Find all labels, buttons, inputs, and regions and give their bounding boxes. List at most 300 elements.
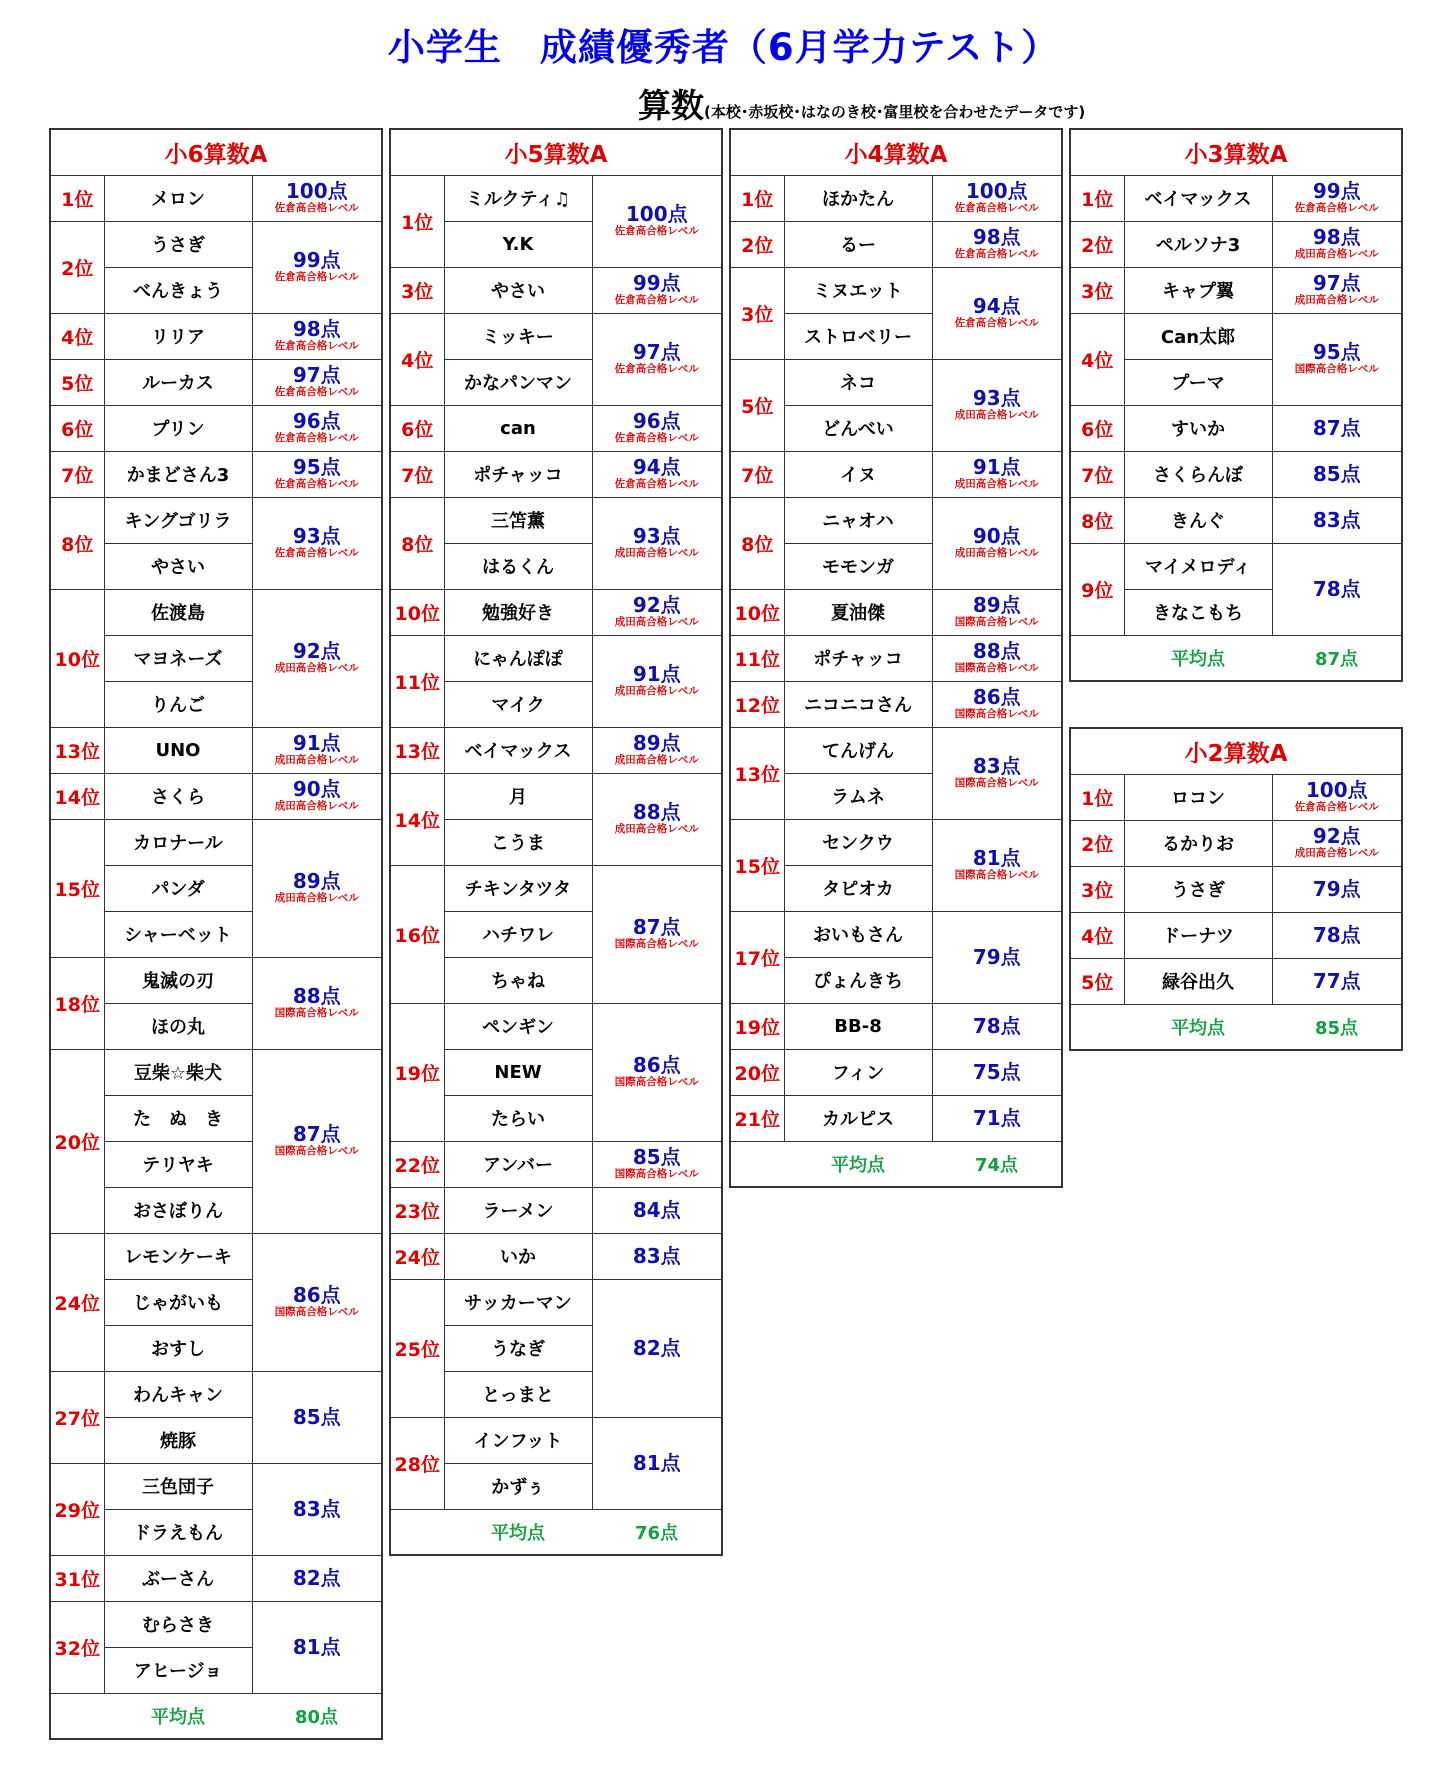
- score-cell: [592, 267, 722, 313]
- score-value: 99点: [1312, 179, 1361, 203]
- score-value: 98点: [1312, 225, 1361, 249]
- score-cell: [252, 1601, 382, 1693]
- table-row: [50, 589, 382, 635]
- rank-cell: 14位: [390, 773, 444, 865]
- rank-cell: 10位: [50, 589, 104, 727]
- table-row: [730, 589, 1062, 635]
- score-cell: [1272, 313, 1402, 405]
- rank-cell: 6位: [50, 405, 104, 451]
- level-label: 国際高合格レベル: [954, 708, 1039, 720]
- rank-cell: 7位: [390, 451, 444, 497]
- name-cell: 夏油傑: [784, 589, 932, 635]
- name-cell: 焼豚: [104, 1417, 252, 1463]
- average-label: 平均点: [784, 1141, 932, 1187]
- name-cell: いか: [444, 1233, 592, 1279]
- score-value: 83点: [292, 1496, 341, 1521]
- score-cell: [592, 727, 722, 773]
- score-cell: [932, 681, 1062, 727]
- rank-cell: 15位: [50, 819, 104, 957]
- rank-cell: 31位: [50, 1555, 104, 1601]
- average-label: 平均点: [444, 1509, 592, 1555]
- average-label: 平均点: [1124, 1004, 1272, 1050]
- level-label: 成田高合格レベル: [274, 892, 359, 904]
- name-cell: イヌ: [784, 451, 932, 497]
- table-row: [390, 589, 722, 635]
- average-label-spacer: [1070, 635, 1124, 681]
- rank-cell: 19位: [390, 1003, 444, 1141]
- score-value: 89点: [632, 731, 681, 755]
- score-value: 75点: [972, 1059, 1021, 1084]
- score-value: 83点: [972, 754, 1021, 778]
- score-value: 83点: [1312, 507, 1361, 532]
- score-cell: [252, 451, 382, 497]
- table-row: [1070, 774, 1402, 820]
- table-row: [390, 313, 722, 359]
- name-cell: Y.K: [444, 221, 592, 267]
- name-cell: 三色団子: [104, 1463, 252, 1509]
- score-value: 89点: [972, 593, 1021, 617]
- rank-cell: 7位: [1070, 451, 1124, 497]
- rank-cell: 2位: [50, 221, 104, 313]
- score-cell: [932, 1003, 1062, 1049]
- table-header-row: [50, 129, 382, 175]
- table-row: [390, 267, 722, 313]
- name-cell: ベイマックス: [1124, 175, 1272, 221]
- page-subtitle: [638, 80, 1085, 124]
- score-value: 81点: [292, 1634, 341, 1659]
- table-grade2: [1069, 727, 1403, 1051]
- level-label: 国際高合格レベル: [274, 1306, 359, 1318]
- level-label: 国際高合格レベル: [954, 869, 1039, 881]
- name-cell: ほの丸: [104, 1003, 252, 1049]
- name-cell: ぶーさん: [104, 1555, 252, 1601]
- table-row: [50, 221, 382, 267]
- level-label: 成田高合格レベル: [954, 478, 1039, 490]
- name-cell: レモンケーキ: [104, 1233, 252, 1279]
- average-label: 平均点: [104, 1693, 252, 1739]
- rank-cell: 17位: [730, 911, 784, 1003]
- score-value: 85点: [292, 1404, 341, 1429]
- score-cell: [252, 1371, 382, 1463]
- rank-cell: 14位: [50, 773, 104, 819]
- level-label: 成田高合格レベル: [614, 547, 699, 559]
- table-grade4: [729, 128, 1063, 1188]
- score-value: 92点: [292, 639, 341, 663]
- rank-cell: 7位: [730, 451, 784, 497]
- name-cell: プリン: [104, 405, 252, 451]
- score-value: 91点: [632, 662, 681, 686]
- table-row: [390, 773, 722, 819]
- average-label: 平均点: [1124, 635, 1272, 681]
- table-row: [50, 1049, 382, 1095]
- score-value: 97点: [292, 363, 341, 387]
- level-label: 国際高合格レベル: [954, 777, 1039, 789]
- level-label: 佐倉高合格レベル: [274, 340, 359, 352]
- name-cell: さくらんぼ: [1124, 451, 1272, 497]
- table-row: [730, 451, 1062, 497]
- table-row: [390, 1279, 722, 1325]
- name-cell: わんキャン: [104, 1371, 252, 1417]
- score-cell: [932, 221, 1062, 267]
- table-row: [50, 497, 382, 543]
- name-cell: サッカーマン: [444, 1279, 592, 1325]
- table-header-row: [1070, 728, 1402, 774]
- rank-cell: 13位: [50, 727, 104, 773]
- score-value: 84点: [632, 1197, 681, 1222]
- table-row: [730, 681, 1062, 727]
- score-cell: [932, 1049, 1062, 1095]
- name-cell: ハチワレ: [444, 911, 592, 957]
- level-label: 佐倉高合格レベル: [614, 225, 699, 237]
- name-cell: どんべい: [784, 405, 932, 451]
- score-cell: [1272, 958, 1402, 1004]
- score-cell: [1272, 221, 1402, 267]
- score-cell: [592, 1279, 722, 1417]
- score-value: 86点: [292, 1283, 341, 1307]
- score-cell: [1272, 774, 1402, 820]
- name-cell: おいもさん: [784, 911, 932, 957]
- table-row: [50, 359, 382, 405]
- name-cell: とっまと: [444, 1371, 592, 1417]
- score-value: 85点: [632, 1145, 681, 1169]
- score-value: 95点: [1312, 340, 1361, 364]
- name-cell: プーマ: [1124, 359, 1272, 405]
- score-value: 87点: [1312, 415, 1361, 440]
- table-row: [1070, 543, 1402, 589]
- score-value: 98点: [292, 317, 341, 341]
- level-label: 成田高合格レベル: [614, 754, 699, 766]
- score-value: 96点: [292, 409, 341, 433]
- table-row: [390, 405, 722, 451]
- name-cell: ドーナツ: [1124, 912, 1272, 958]
- average-label-spacer: [730, 1141, 784, 1187]
- table-row: [730, 359, 1062, 405]
- score-cell: [592, 175, 722, 267]
- score-cell: [932, 727, 1062, 819]
- level-label: 成田高合格レベル: [1294, 248, 1379, 260]
- name-cell: にゃんぽぽ: [444, 635, 592, 681]
- name-cell: ラーメン: [444, 1187, 592, 1233]
- name-cell: やさい: [444, 267, 592, 313]
- level-label: 国際高合格レベル: [614, 1168, 699, 1180]
- name-cell: メロン: [104, 175, 252, 221]
- score-cell: [932, 359, 1062, 451]
- level-label: 国際高合格レベル: [954, 662, 1039, 674]
- name-cell: ミッキー: [444, 313, 592, 359]
- name-cell: can: [444, 405, 592, 451]
- name-cell: うさぎ: [104, 221, 252, 267]
- table-row: [730, 497, 1062, 543]
- name-cell: おすし: [104, 1325, 252, 1371]
- score-value: 90点: [972, 524, 1021, 548]
- score-cell: [592, 405, 722, 451]
- rank-cell: 13位: [730, 727, 784, 819]
- rank-cell: 5位: [50, 359, 104, 405]
- rank-cell: 1位: [1070, 774, 1124, 820]
- table-row: [390, 1187, 722, 1233]
- name-cell: てんげん: [784, 727, 932, 773]
- level-label: 国際高合格レベル: [614, 938, 699, 950]
- rank-cell: 19位: [730, 1003, 784, 1049]
- table-row: [1070, 451, 1402, 497]
- table-row: [50, 451, 382, 497]
- rank-cell: 15位: [730, 819, 784, 911]
- rank-cell: 25位: [390, 1279, 444, 1417]
- average-row: [730, 1141, 1062, 1187]
- table-row: [1070, 497, 1402, 543]
- name-cell: テリヤキ: [104, 1141, 252, 1187]
- name-cell: ベイマックス: [444, 727, 592, 773]
- score-cell: [252, 1555, 382, 1601]
- name-cell: センクウ: [784, 819, 932, 865]
- table-row: [730, 635, 1062, 681]
- table-row: [50, 1555, 382, 1601]
- name-cell: インフット: [444, 1417, 592, 1463]
- table-row: [730, 267, 1062, 313]
- rank-cell: 5位: [730, 359, 784, 451]
- score-cell: [252, 1463, 382, 1555]
- name-cell: パンダ: [104, 865, 252, 911]
- table-header-row: [1070, 129, 1402, 175]
- average-label-spacer: [50, 1693, 104, 1739]
- rank-cell: 3位: [730, 267, 784, 359]
- rank-cell: 24位: [50, 1233, 104, 1371]
- score-value: 85点: [1312, 461, 1361, 486]
- score-value: 94点: [972, 294, 1021, 318]
- score-cell: [592, 313, 722, 405]
- score-cell: [252, 221, 382, 313]
- rank-cell: 27位: [50, 1371, 104, 1463]
- score-cell: [1272, 820, 1402, 866]
- rank-cell: 20位: [730, 1049, 784, 1095]
- score-value: 87点: [632, 915, 681, 939]
- name-cell: きんぐ: [1124, 497, 1272, 543]
- score-cell: [932, 589, 1062, 635]
- name-cell: リリア: [104, 313, 252, 359]
- name-cell: さくら: [104, 773, 252, 819]
- score-cell: [1272, 497, 1402, 543]
- name-cell: カルピス: [784, 1095, 932, 1141]
- table-row: [50, 405, 382, 451]
- table-row: [1070, 912, 1402, 958]
- rank-cell: 7位: [50, 451, 104, 497]
- score-value: 99点: [632, 271, 681, 295]
- rank-cell: 10位: [730, 589, 784, 635]
- score-cell: [592, 773, 722, 865]
- score-value: 78点: [972, 1013, 1021, 1038]
- name-cell: すいか: [1124, 405, 1272, 451]
- score-value: 82点: [632, 1335, 681, 1360]
- score-cell: [932, 267, 1062, 359]
- rank-cell: 8位: [730, 497, 784, 589]
- name-cell: りんご: [104, 681, 252, 727]
- name-cell: ミヌエット: [784, 267, 932, 313]
- score-value: 91点: [292, 731, 341, 755]
- name-cell: きなこもち: [1124, 589, 1272, 635]
- table-grade3: [1069, 128, 1403, 682]
- level-label: 国際高合格レベル: [614, 1076, 699, 1088]
- table-heading: 小5算数A: [390, 129, 722, 175]
- table-row: [50, 175, 382, 221]
- rank-cell: 28位: [390, 1417, 444, 1509]
- score-value: 93点: [292, 524, 341, 548]
- rank-cell: 23位: [390, 1187, 444, 1233]
- table-row: [50, 1463, 382, 1509]
- score-value: 79点: [972, 944, 1021, 969]
- name-cell: アヒージョ: [104, 1647, 252, 1693]
- table-row: [730, 727, 1062, 773]
- average-label-spacer: [390, 1509, 444, 1555]
- level-label: 成田高合格レベル: [274, 754, 359, 766]
- average-score: 76点: [592, 1509, 722, 1555]
- average-score: 74点: [932, 1141, 1062, 1187]
- average-label-spacer: [1070, 1004, 1124, 1050]
- score-cell: [932, 497, 1062, 589]
- name-cell: 勉強好き: [444, 589, 592, 635]
- level-label: 佐倉高合格レベル: [1294, 202, 1379, 214]
- score-value: 100点: [285, 179, 348, 203]
- score-cell: [932, 175, 1062, 221]
- rank-cell: 2位: [730, 221, 784, 267]
- rank-cell: 1位: [50, 175, 104, 221]
- table-row: [390, 497, 722, 543]
- table-row: [1070, 313, 1402, 359]
- table-row: [1070, 267, 1402, 313]
- table-row: [1070, 820, 1402, 866]
- name-cell: むらさき: [104, 1601, 252, 1647]
- name-cell: 佐渡島: [104, 589, 252, 635]
- level-label: 成田高合格レベル: [954, 547, 1039, 559]
- name-cell: ほかたん: [784, 175, 932, 221]
- table-row: [390, 1003, 722, 1049]
- rank-cell: 29位: [50, 1463, 104, 1555]
- score-cell: [932, 451, 1062, 497]
- rank-cell: 11位: [730, 635, 784, 681]
- score-cell: [252, 1233, 382, 1371]
- table-row: [730, 819, 1062, 865]
- score-cell: [592, 1003, 722, 1141]
- level-label: 成田高合格レベル: [614, 823, 699, 835]
- name-cell: カロナール: [104, 819, 252, 865]
- table-row: [390, 1233, 722, 1279]
- score-cell: [252, 1049, 382, 1233]
- score-cell: [592, 451, 722, 497]
- level-label: 佐倉高合格レベル: [274, 432, 359, 444]
- name-cell: ペンギン: [444, 1003, 592, 1049]
- score-value: 88点: [292, 984, 341, 1008]
- level-label: 佐倉高合格レベル: [954, 248, 1039, 260]
- rank-cell: 6位: [1070, 405, 1124, 451]
- score-cell: [592, 1233, 722, 1279]
- rank-cell: 8位: [50, 497, 104, 589]
- level-label: 佐倉高合格レベル: [274, 478, 359, 490]
- level-label: 佐倉高合格レベル: [274, 202, 359, 214]
- rank-cell: 4位: [1070, 313, 1124, 405]
- score-cell: [252, 957, 382, 1049]
- score-value: 94点: [632, 455, 681, 479]
- rank-cell: 3位: [1070, 267, 1124, 313]
- score-cell: [252, 497, 382, 589]
- table-row: [50, 957, 382, 1003]
- level-label: 佐倉高合格レベル: [614, 478, 699, 490]
- score-value: 86点: [632, 1053, 681, 1077]
- score-cell: [1272, 543, 1402, 635]
- rank-cell: 13位: [390, 727, 444, 773]
- score-cell: [932, 635, 1062, 681]
- level-label: 成田高合格レベル: [954, 409, 1039, 421]
- score-cell: [592, 1187, 722, 1233]
- rank-cell: 21位: [730, 1095, 784, 1141]
- level-label: 佐倉高合格レベル: [274, 547, 359, 559]
- name-cell: 月: [444, 773, 592, 819]
- name-cell: ぴょんきち: [784, 957, 932, 1003]
- name-cell: ニコニコさん: [784, 681, 932, 727]
- name-cell: ネコ: [784, 359, 932, 405]
- average-score: 80点: [252, 1693, 382, 1739]
- table-row: [390, 635, 722, 681]
- table-heading: 小2算数A: [1070, 728, 1402, 774]
- name-cell: キャプ翼: [1124, 267, 1272, 313]
- name-cell: BB-8: [784, 1003, 932, 1049]
- table-row: [1070, 221, 1402, 267]
- rank-cell: 6位: [390, 405, 444, 451]
- name-cell: マイク: [444, 681, 592, 727]
- score-cell: [252, 313, 382, 359]
- table-row: [730, 1049, 1062, 1095]
- score-value: 99点: [292, 248, 341, 272]
- score-cell: [252, 819, 382, 957]
- score-value: 87点: [292, 1122, 341, 1146]
- score-value: 93点: [972, 386, 1021, 410]
- score-cell: [1272, 405, 1402, 451]
- level-label: 成田高合格レベル: [274, 662, 359, 674]
- score-cell: [252, 359, 382, 405]
- name-cell: はるくん: [444, 543, 592, 589]
- name-cell: べんきょう: [104, 267, 252, 313]
- score-value: 100点: [625, 202, 688, 226]
- average-score: 87点: [1272, 635, 1402, 681]
- average-row: [1070, 1004, 1402, 1050]
- level-label: 成田高合格レベル: [274, 800, 359, 812]
- score-value: 77点: [1312, 968, 1361, 993]
- table-row: [390, 451, 722, 497]
- table-row: [730, 221, 1062, 267]
- table-row: [1070, 958, 1402, 1004]
- name-cell: 豆柴☆柴犬: [104, 1049, 252, 1095]
- table-header-row: [390, 129, 722, 175]
- score-cell: [1272, 866, 1402, 912]
- score-value: 100点: [1305, 778, 1368, 802]
- level-label: 国際高合格レベル: [954, 616, 1039, 628]
- table-row: [1070, 866, 1402, 912]
- score-cell: [932, 819, 1062, 911]
- level-label: 成田高合格レベル: [1294, 294, 1379, 306]
- table-row: [50, 313, 382, 359]
- table-row: [50, 727, 382, 773]
- name-cell: おさぼりん: [104, 1187, 252, 1233]
- name-cell: 鬼滅の刃: [104, 957, 252, 1003]
- score-value: 95点: [292, 455, 341, 479]
- name-cell: ポチャッコ: [784, 635, 932, 681]
- name-cell: チキンタツタ: [444, 865, 592, 911]
- name-cell: マヨネーズ: [104, 635, 252, 681]
- score-cell: [1272, 451, 1402, 497]
- name-cell: ドラえもん: [104, 1509, 252, 1555]
- table-row: [50, 773, 382, 819]
- score-cell: [592, 589, 722, 635]
- table-header-row: [730, 129, 1062, 175]
- table-grade6: [49, 128, 383, 1740]
